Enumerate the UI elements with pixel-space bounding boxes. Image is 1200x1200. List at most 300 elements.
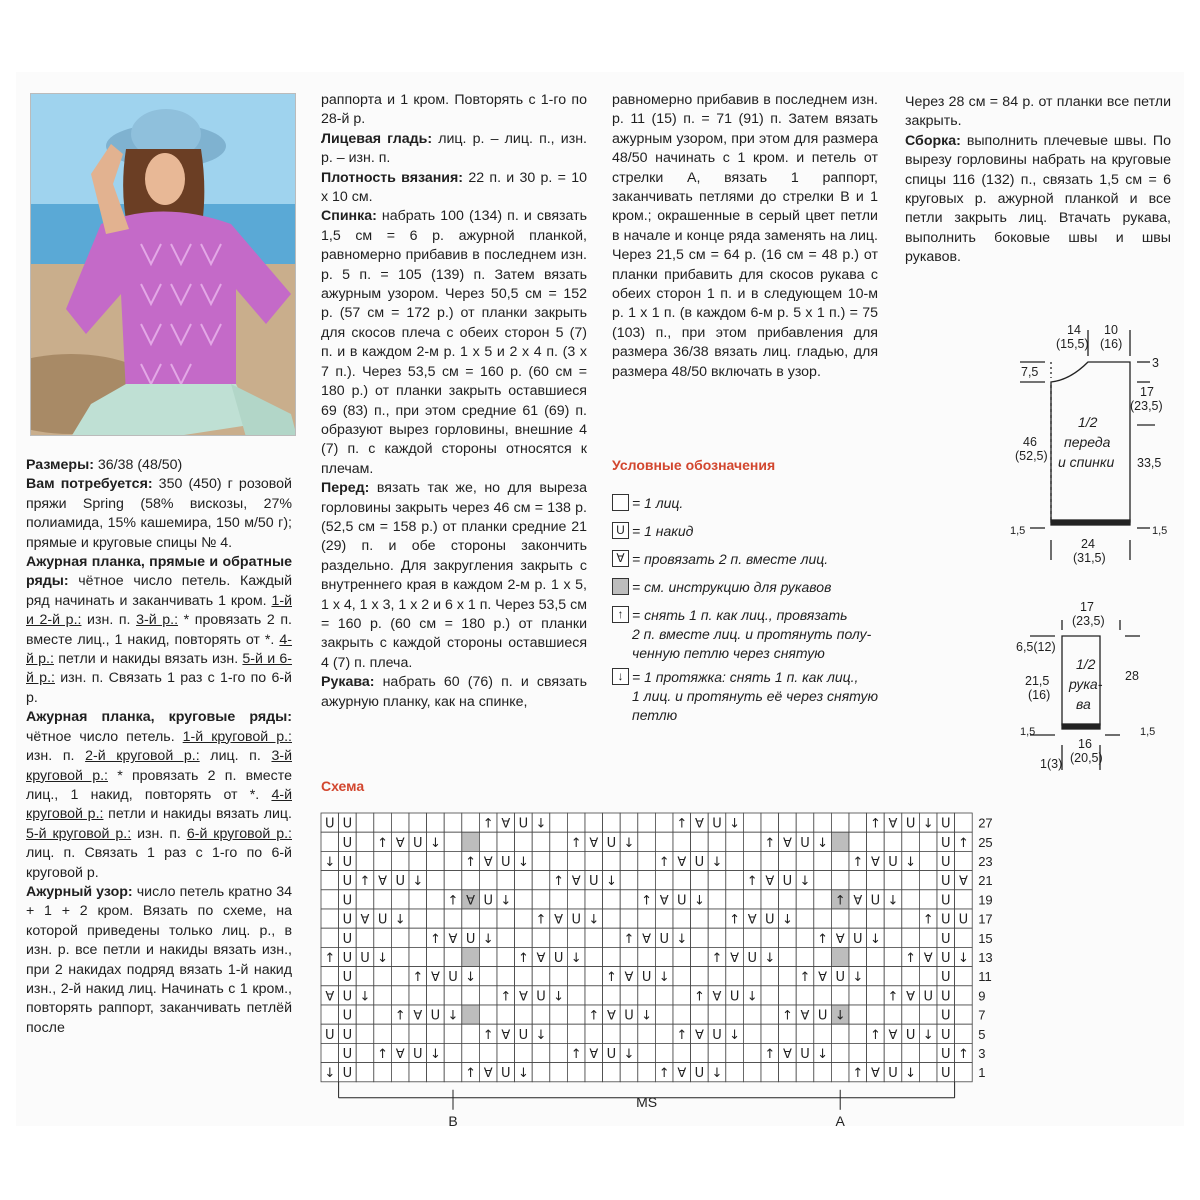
dim-15-5: (15,5) bbox=[1056, 337, 1089, 351]
chart-cell bbox=[638, 871, 656, 890]
chart-symbol: U bbox=[941, 1066, 951, 1082]
chart-symbol: U bbox=[342, 970, 353, 986]
chart-symbol: U bbox=[712, 1027, 722, 1043]
chart-symbol: ∀ bbox=[518, 989, 528, 1005]
chart-symbol: ∀ bbox=[853, 893, 863, 909]
chart-cell bbox=[620, 851, 638, 870]
chart-cell bbox=[550, 813, 568, 832]
chart-symbol: U bbox=[958, 912, 969, 928]
chart-row-label: 3 bbox=[978, 1046, 986, 1061]
dim-20-5: (20,5) bbox=[1070, 751, 1103, 765]
chart-cell bbox=[814, 1024, 832, 1043]
chart-cell bbox=[726, 1063, 744, 1082]
chart-symbol: ↓ bbox=[553, 989, 565, 1005]
chart-cell bbox=[427, 909, 445, 928]
chart-cell bbox=[321, 909, 339, 928]
chart-cell bbox=[919, 928, 937, 947]
chart-cell bbox=[743, 1043, 761, 1062]
chart-cell bbox=[567, 851, 585, 870]
chart-cell bbox=[620, 1024, 638, 1043]
chart-cell bbox=[532, 1005, 550, 1024]
chart-cell bbox=[497, 871, 515, 890]
chart-cell bbox=[761, 1063, 779, 1082]
chart-cell bbox=[550, 1005, 568, 1024]
column-2 bbox=[321, 91, 587, 712]
chart-cell bbox=[902, 871, 920, 890]
chart-symbol: U bbox=[941, 874, 951, 890]
chart-cell bbox=[374, 986, 392, 1005]
chart-cell bbox=[585, 851, 603, 870]
chart-cell bbox=[849, 947, 867, 966]
chart-cell bbox=[479, 1005, 497, 1024]
chart-cell bbox=[867, 986, 885, 1005]
dim-46: 46 bbox=[1023, 435, 1037, 449]
chart-cell bbox=[761, 1024, 779, 1043]
chart-symbol: ↑ bbox=[588, 1008, 600, 1024]
chart-cell bbox=[814, 1063, 832, 1082]
chart-cell bbox=[867, 871, 885, 890]
need-paragraph bbox=[26, 475, 292, 553]
chart-cell bbox=[955, 1024, 973, 1043]
chart-symbol: ∀ bbox=[888, 1027, 898, 1043]
chart-symbol: ↓ bbox=[359, 989, 371, 1005]
chart-symbol: ↓ bbox=[465, 970, 477, 986]
legend-item-skp: ↓ = 1 протяжка: снять 1 п. как лиц., 1 лиц. и протянуть её через снятую петлю bbox=[612, 668, 882, 728]
chart-cell bbox=[902, 909, 920, 928]
chart-cell bbox=[374, 967, 392, 986]
chart-cell bbox=[497, 909, 515, 928]
chart-cell bbox=[814, 890, 832, 909]
chart-symbol: ∀ bbox=[747, 912, 757, 928]
chart-symbol: ∀ bbox=[677, 1066, 687, 1082]
chart-cell bbox=[814, 851, 832, 870]
chart-cell bbox=[779, 947, 797, 966]
chart-symbol: ↓ bbox=[746, 989, 758, 1005]
chart-symbol: ↓ bbox=[693, 893, 705, 909]
chart-cell bbox=[462, 832, 480, 851]
chart-symbol: U bbox=[342, 951, 353, 966]
chart-cell bbox=[796, 890, 814, 909]
chart-symbol: U bbox=[817, 1008, 828, 1024]
chart-symbol: ↓ bbox=[869, 931, 881, 947]
chart-symbol: ↑ bbox=[764, 835, 776, 851]
chart-symbol: U bbox=[342, 835, 353, 851]
chart-symbol: ↓ bbox=[887, 893, 899, 909]
round-paragraph: Ажурная планка, круговые ряды: чётное число петель. 1-й круговой р.: изн. п. 2-й круговой р.: лиц. п. 3-й круговой р.: * провязать 2 п. вместе лиц., 1 накид, повторять от *. 4-й круговой р.: петли и накиды вязать лиц. 5-й круговой р.: изн. п. 6-й круговой р.: лиц. п. Связать 1 раз с 1-го по 6-й круговой р. bbox=[26, 709, 292, 881]
chart-cell bbox=[603, 909, 621, 928]
chart-symbol: ∀ bbox=[325, 989, 335, 1005]
chart-cell bbox=[919, 871, 937, 890]
chart-symbol: ↓ bbox=[412, 874, 424, 890]
chart-cell bbox=[726, 1043, 744, 1062]
chart-cell bbox=[356, 1063, 374, 1082]
dim-body-1-5-right: 1,5 bbox=[1152, 525, 1168, 537]
legend-k2tog-symbol: ∀ bbox=[612, 550, 629, 567]
chart-cell bbox=[515, 967, 533, 986]
chart-symbol: U bbox=[377, 912, 388, 928]
chart-symbol: ∀ bbox=[906, 989, 916, 1005]
chart-symbol: ∀ bbox=[818, 970, 828, 986]
chart-symbol: ∀ bbox=[413, 1008, 423, 1024]
chart-cell bbox=[479, 986, 497, 1005]
chart-cell bbox=[655, 909, 673, 928]
chart-symbol: ↑ bbox=[517, 951, 529, 966]
chart-cell bbox=[708, 890, 726, 909]
chart-cell bbox=[655, 1005, 673, 1024]
chart-cell bbox=[726, 871, 744, 890]
chart-symbol: ∀ bbox=[430, 970, 440, 986]
chart-symbol: U bbox=[941, 835, 951, 851]
chart-symbol: ↓ bbox=[535, 1027, 547, 1043]
chart-row-labels bbox=[978, 816, 992, 1081]
chart-cell bbox=[955, 986, 973, 1005]
chart-symbol: ↑ bbox=[570, 1047, 582, 1062]
density-paragraph: Плотность вязания: 22 п. и 30 р. = 10 х 10 см. bbox=[321, 169, 587, 206]
dim-sleeve-17: 17 bbox=[1080, 600, 1094, 614]
chart-cell bbox=[515, 928, 533, 947]
chart-cell bbox=[779, 986, 797, 1005]
chart-cell bbox=[867, 1043, 885, 1062]
chart-cell bbox=[603, 986, 621, 1005]
chart-cell bbox=[409, 909, 427, 928]
chart-cell bbox=[374, 928, 392, 947]
chart-cell bbox=[409, 1063, 427, 1082]
chart-symbol: ↑ bbox=[746, 874, 758, 890]
chart-symbol: U bbox=[518, 816, 529, 832]
chart-cell bbox=[831, 1043, 849, 1062]
chart-cell bbox=[673, 967, 691, 986]
chart-cell bbox=[691, 928, 709, 947]
chart-cell bbox=[655, 832, 673, 851]
chart-row-label: 13 bbox=[978, 950, 993, 965]
chart-row-label: 17 bbox=[978, 911, 993, 927]
chart-cell bbox=[919, 1005, 937, 1024]
sleeve-paragraph: Рукава: набрать 60 (76) п. и связать ажурную планку, как на спинке, bbox=[321, 674, 587, 710]
chart-cell bbox=[532, 851, 550, 870]
legend-item-sk2p: ↑ = снять 1 п. как лиц., провязать 2 п. вместе лиц. и протянуть полу- ченную петлю через снятую bbox=[612, 606, 882, 666]
chart-symbol: ↓ bbox=[676, 931, 688, 947]
chart-symbol: U bbox=[677, 893, 687, 909]
chart-cell bbox=[479, 1043, 497, 1062]
chart-cell bbox=[321, 832, 339, 851]
chart-symbol: ↓ bbox=[570, 951, 582, 966]
chart-cell bbox=[796, 851, 814, 870]
chart-cell bbox=[497, 1043, 515, 1062]
chart-cell bbox=[867, 947, 885, 966]
chart-symbol: U bbox=[518, 1027, 529, 1043]
chart-cell bbox=[814, 947, 832, 966]
chart-symbol: ↓ bbox=[817, 1047, 829, 1062]
chart-symbol: ∀ bbox=[730, 951, 740, 966]
dim-sleeve-1-5-right: 1,5 bbox=[1140, 726, 1156, 738]
chart-cell bbox=[831, 909, 849, 928]
chart-cell bbox=[884, 928, 902, 947]
chart-cell bbox=[743, 813, 761, 832]
chart-symbol: U bbox=[342, 1066, 353, 1082]
dim-23-5: (23,5) bbox=[1130, 399, 1163, 413]
chart-cell bbox=[726, 928, 744, 947]
chart-cell bbox=[796, 986, 814, 1005]
chart-symbol: U bbox=[553, 951, 564, 966]
plank-paragraph: Ажурная планка, прямые и обратные ряды: чётное число петель. Каждый ряд начинать и заканчивать 1 кром. 1-й и 2-й р.: изн. п. 3-й р.: * провязать 2 п. вместе лиц., 1 накид, повторять от *. 4-й р.: петли и накиды вязать изн. 5-й и 6-й р.: изн. п. Связать 1 раз с 1-го по 6-й р. bbox=[26, 554, 292, 706]
chart-cell bbox=[743, 832, 761, 851]
chart-symbol: ↓ bbox=[799, 874, 811, 890]
chart-cell bbox=[550, 928, 568, 947]
chart-cell bbox=[814, 813, 832, 832]
chart-symbol: U bbox=[765, 912, 775, 928]
sleeve-center-label-2: рука- bbox=[1069, 676, 1103, 692]
chart-symbol: U bbox=[870, 893, 881, 909]
assembly-paragraph: Сборка: выполнить плечевые швы. По вырезу горловины набрать на круговые спицы 116 (132) п., связать 1,5 см = 6 круговых р. ажурной планкой и все петли закрыть лиц. Втачать рукава, выполнить боковые швы и швы рукавов. bbox=[905, 132, 1171, 266]
dim-24: 24 bbox=[1081, 537, 1095, 551]
chart-cell bbox=[779, 928, 797, 947]
chart-cell bbox=[743, 851, 761, 870]
chart-cell bbox=[603, 947, 621, 966]
lace-label: Ажурный узор: bbox=[26, 883, 133, 900]
chart-arrows bbox=[339, 1082, 955, 1129]
chart-cell bbox=[444, 832, 462, 851]
chart-cell bbox=[603, 928, 621, 947]
chart-cell bbox=[409, 947, 427, 966]
chart-cell bbox=[550, 1024, 568, 1043]
legend-item-knit: = 1 лиц. bbox=[612, 494, 872, 514]
chart-symbol: ↓ bbox=[377, 951, 389, 966]
chart-symbol: ∀ bbox=[606, 1008, 616, 1024]
chart-cell bbox=[955, 928, 973, 947]
chart-symbol: ↓ bbox=[623, 1047, 635, 1062]
chart-symbol: ↑ bbox=[623, 931, 635, 947]
need-value: 350 (450) г розовой пряжи Spring (58% вискозы, 27% полиамида, 15% кашемира, 150 м/50 г); прямые и круговые спицы № 4. bbox=[26, 476, 292, 551]
chart-symbol: U bbox=[888, 855, 898, 870]
chart-cell bbox=[321, 928, 339, 947]
chart-symbol: U bbox=[536, 989, 546, 1005]
chart-cell bbox=[497, 967, 515, 986]
legend-item-gray: = см. инструкцию для рукавов bbox=[612, 578, 872, 598]
chart-symbol: U bbox=[941, 893, 951, 909]
chart-cell bbox=[497, 832, 515, 851]
dim-52-5: (52,5) bbox=[1015, 449, 1048, 463]
chart-symbol: ↓ bbox=[517, 855, 529, 870]
chart-cell bbox=[391, 890, 409, 909]
chart-cell bbox=[391, 1063, 409, 1082]
chart-symbol: U bbox=[395, 874, 405, 890]
chart-cell bbox=[356, 1024, 374, 1043]
chart-cell bbox=[462, 986, 480, 1005]
chart-symbol: U bbox=[606, 1047, 617, 1062]
chart-row-label: 25 bbox=[978, 834, 993, 850]
chart-symbol: U bbox=[501, 855, 511, 870]
dim-6-5-12: 6,5(12) bbox=[1016, 640, 1056, 654]
chart-cell bbox=[955, 1005, 973, 1024]
chart-symbol: U bbox=[941, 970, 951, 986]
dim-sleeve-1-5-left: 1,5 bbox=[1020, 726, 1036, 738]
chart-symbol: ↑ bbox=[553, 874, 565, 890]
column-4 bbox=[905, 93, 1171, 268]
chart-symbol: ↑ bbox=[957, 835, 969, 851]
chart-cell bbox=[567, 1063, 585, 1082]
chart-row-label: 1 bbox=[978, 1065, 986, 1081]
chart-cell bbox=[620, 909, 638, 928]
chart-symbol: ↑ bbox=[394, 1008, 406, 1024]
chart-symbol: ↓ bbox=[922, 1027, 934, 1043]
chart-symbol: U bbox=[342, 1008, 353, 1024]
chart-symbol: ∀ bbox=[483, 855, 493, 870]
chart-symbol: ↑ bbox=[711, 951, 723, 966]
chart-cell bbox=[673, 986, 691, 1005]
chart-symbol: ∀ bbox=[923, 951, 933, 966]
chart-cell bbox=[638, 813, 656, 832]
dim-10: 10 bbox=[1104, 323, 1118, 337]
chart-cell bbox=[708, 871, 726, 890]
chart-cell bbox=[884, 832, 902, 851]
chart-symbol: U bbox=[782, 874, 793, 890]
chart-symbol: ↓ bbox=[500, 893, 512, 909]
chart-cell bbox=[691, 832, 709, 851]
chart-cell bbox=[374, 851, 392, 870]
chart-cell bbox=[515, 909, 533, 928]
chart-cell bbox=[462, 1024, 480, 1043]
dim-1-3: 1(3) bbox=[1040, 757, 1063, 771]
chart-row-label: 7 bbox=[978, 1007, 986, 1023]
face-paragraph: Лицевая гладь: лиц. р. – лиц. п., изн. р. – изн. п. bbox=[321, 130, 587, 167]
chart-cell bbox=[409, 813, 427, 832]
chart-symbol: U bbox=[905, 1027, 916, 1043]
chart-symbol: U bbox=[659, 931, 669, 947]
chart-symbol: ↑ bbox=[799, 970, 811, 986]
chart-symbol: ∀ bbox=[589, 1047, 599, 1062]
chart-cell bbox=[655, 1043, 673, 1062]
chart-cell bbox=[691, 871, 709, 890]
chart-symbol: U bbox=[589, 874, 599, 890]
chart-cell bbox=[585, 890, 603, 909]
chart-symbol: U bbox=[360, 951, 370, 966]
chart-cell bbox=[356, 832, 374, 851]
chart-symbol: U bbox=[342, 893, 353, 909]
chart-cell bbox=[532, 1043, 550, 1062]
chart-cell bbox=[356, 967, 374, 986]
dim-31-5: (31,5) bbox=[1073, 551, 1106, 565]
chart-cell bbox=[655, 813, 673, 832]
chart-symbol: ↓ bbox=[922, 816, 934, 832]
dim-17: 17 bbox=[1140, 385, 1154, 399]
chart-cell bbox=[620, 871, 638, 890]
chart-cell bbox=[726, 967, 744, 986]
chart-symbol: ↑ bbox=[922, 912, 934, 928]
chart-cell bbox=[884, 947, 902, 966]
chart-symbol: ↑ bbox=[482, 816, 494, 832]
chart-symbol: ↓ bbox=[957, 951, 969, 966]
chart-symbol: U bbox=[888, 1066, 898, 1082]
chart-symbol: ↓ bbox=[605, 874, 617, 890]
chart-cell bbox=[444, 1063, 462, 1082]
chart-cell bbox=[673, 947, 691, 966]
chart-symbol: ↓ bbox=[429, 1047, 441, 1062]
chart-cell bbox=[409, 1024, 427, 1043]
chart-cell bbox=[761, 851, 779, 870]
chart-symbol: ↑ bbox=[465, 855, 477, 870]
chart-cells bbox=[321, 813, 972, 1082]
chart-symbol: U bbox=[465, 931, 476, 947]
chart-symbol: ↓ bbox=[852, 970, 864, 986]
chart-cell bbox=[585, 1063, 603, 1082]
chart-symbol: U bbox=[729, 989, 740, 1005]
chart-cell bbox=[427, 1063, 445, 1082]
chart-cell bbox=[462, 871, 480, 890]
chart-cell bbox=[796, 1063, 814, 1082]
chart-cell bbox=[796, 909, 814, 928]
chart-cell bbox=[462, 947, 480, 966]
chart-cell bbox=[356, 851, 374, 870]
chart-symbol: U bbox=[641, 970, 652, 986]
chart-cell bbox=[691, 1005, 709, 1024]
chart-cell bbox=[849, 1005, 867, 1024]
chart-symbol: ↓ bbox=[834, 1008, 846, 1024]
chart-cell bbox=[761, 813, 779, 832]
chart-cell bbox=[444, 813, 462, 832]
chart-cell bbox=[444, 851, 462, 870]
chart-cell bbox=[550, 1043, 568, 1062]
chart-symbol: U bbox=[694, 855, 705, 870]
chart-symbol: ↓ bbox=[324, 855, 336, 870]
chart-cell bbox=[515, 890, 533, 909]
chart-cell bbox=[796, 947, 814, 966]
chart-cell bbox=[444, 909, 462, 928]
chart-cell bbox=[726, 890, 744, 909]
chart-symbol: U bbox=[342, 912, 353, 928]
chart-symbol: ↑ bbox=[957, 1047, 969, 1062]
chart-cell bbox=[743, 890, 761, 909]
chart-cell bbox=[831, 1024, 849, 1043]
chart-symbol: U bbox=[342, 989, 353, 1005]
chart-cell bbox=[356, 813, 374, 832]
chart-cell bbox=[708, 967, 726, 986]
chart-symbol: ↑ bbox=[570, 835, 582, 851]
chart-symbol: ∀ bbox=[589, 835, 599, 851]
sleeve-center-label-1: 1/2 bbox=[1076, 656, 1096, 672]
chart-cell bbox=[532, 832, 550, 851]
chart-cell bbox=[374, 813, 392, 832]
chart-cell bbox=[638, 1043, 656, 1062]
chart-symbol: ↑ bbox=[852, 855, 864, 870]
chart-symbol: U bbox=[571, 912, 581, 928]
chart-symbol: ↑ bbox=[869, 816, 881, 832]
legend-gray-symbol bbox=[612, 578, 629, 595]
chart-cell bbox=[902, 1005, 920, 1024]
chart-cell bbox=[955, 890, 973, 909]
chart-cell bbox=[708, 1043, 726, 1062]
chart-symbol: ∀ bbox=[677, 855, 687, 870]
chart-cell bbox=[550, 851, 568, 870]
chart-symbol: ↓ bbox=[588, 912, 600, 928]
chart-cell bbox=[391, 928, 409, 947]
chart-symbol: ↑ bbox=[605, 970, 617, 986]
chart-cell bbox=[867, 967, 885, 986]
chart-cell bbox=[902, 928, 920, 947]
chart-cell bbox=[638, 909, 656, 928]
dim-21-5: 21,5 bbox=[1025, 674, 1050, 688]
chart-cell bbox=[655, 871, 673, 890]
chart-cell bbox=[849, 909, 867, 928]
chart-cell bbox=[515, 832, 533, 851]
chart-symbol: ∀ bbox=[624, 970, 634, 986]
chart-symbol: U bbox=[694, 1066, 705, 1082]
chart-cell bbox=[919, 851, 937, 870]
chart-cell bbox=[779, 813, 797, 832]
chart-symbol: ↑ bbox=[500, 989, 512, 1005]
chart-cell bbox=[638, 1024, 656, 1043]
chart-cell bbox=[638, 947, 656, 966]
chart-symbol: U bbox=[712, 816, 722, 832]
